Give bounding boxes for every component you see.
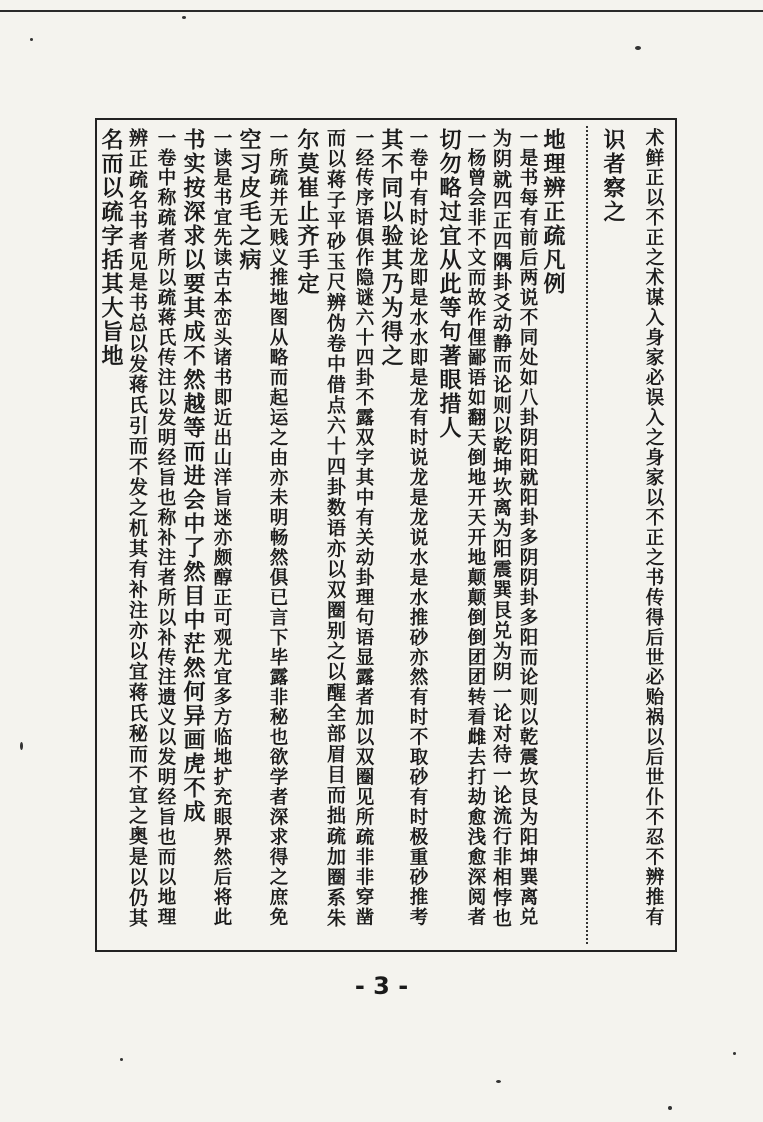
text-column: 其不同以验其乃为得之 — [378, 128, 404, 368]
speck — [733, 1052, 736, 1055]
text-column: 切勿略过宜从此等句著眼措人 — [436, 128, 462, 440]
speck — [182, 16, 186, 19]
speck — [668, 1106, 672, 1110]
speck — [496, 1080, 501, 1083]
speck — [20, 742, 23, 750]
page-number: - 3 - — [354, 972, 409, 1000]
text-column: 术鲜正以不正之术谋入身家必误入之身家以不正之书传得后世必贻祸以后世仆不忍不辨推有 — [643, 128, 664, 928]
speck — [635, 46, 641, 50]
text-column: 一读是书宜先读古本峦头诸书即近出山洋旨迷亦颇醇正可观尤宜多方临地扩充眼界然后将此 — [211, 128, 232, 928]
speck — [30, 38, 33, 41]
text-column: 尔莫崔止齐手定 — [294, 128, 320, 296]
text-column: 辨正疏名书者见是书总以发蒋氏引而不发之机其有补注亦以宜蒋氏秘而不宜之奥是以仍其 — [126, 128, 148, 929]
text-column: 识者察之 — [600, 128, 626, 224]
text-column: 一卷中有时论龙即是水水即是龙有时说龙是龙说水是水推砂亦然有时不取砂有时极重砂推考 — [407, 128, 428, 928]
text-column: 一经传序语俱作隐谜六十四卦不露双字其中有关动卦理句语显露者加以双圈见所疏非非穿凿 — [353, 128, 374, 928]
text-column: 空习皮毛之病 — [236, 128, 262, 272]
text-column: 而以蒋子平砂玉尺辨伪卷中借点六十四卦数语亦以双圈别之以醒全部眉目而拙疏加圈系朱 — [324, 128, 346, 929]
text-column: 名而以疏字括其大旨地 — [98, 128, 124, 368]
speck — [120, 1058, 123, 1061]
text-column: 一杨曾会非不文而故作俚鄙语如翻天倒地开天开地颠颠倒倒团团转看雌去打劫愈浅愈深阅者 — [465, 128, 486, 928]
text-column: 一卷中称疏者所以疏蒋氏传注以发明经旨也称补注者所以补传注遗义以发明经旨也而以地理 — [155, 128, 176, 928]
text-column: 一是书每有前后两说不同处如八卦阴阳就阳卦多阴阴卦多阳而论则以乾震坎艮为阳坤巽离兑 — [517, 128, 538, 928]
column-divider — [586, 126, 588, 944]
top-rule — [0, 10, 763, 12]
section-title: 地理辨正疏凡例 — [540, 128, 566, 296]
text-column: 为阴就四正四隅卦爻动静而论则以乾坤坎离为阳震巽艮兑为阴一论对待一论流行非相悖也 — [490, 128, 512, 929]
text-column: 书实按深求以要其成不然越等而进会中了然目中茫然何异画虎不成 — [180, 128, 206, 824]
text-column: 一所疏并无贱义推地图从略而起运之由亦未明畅然俱已言下毕露非秘也欲学者深求得之庶免 — [267, 128, 288, 928]
